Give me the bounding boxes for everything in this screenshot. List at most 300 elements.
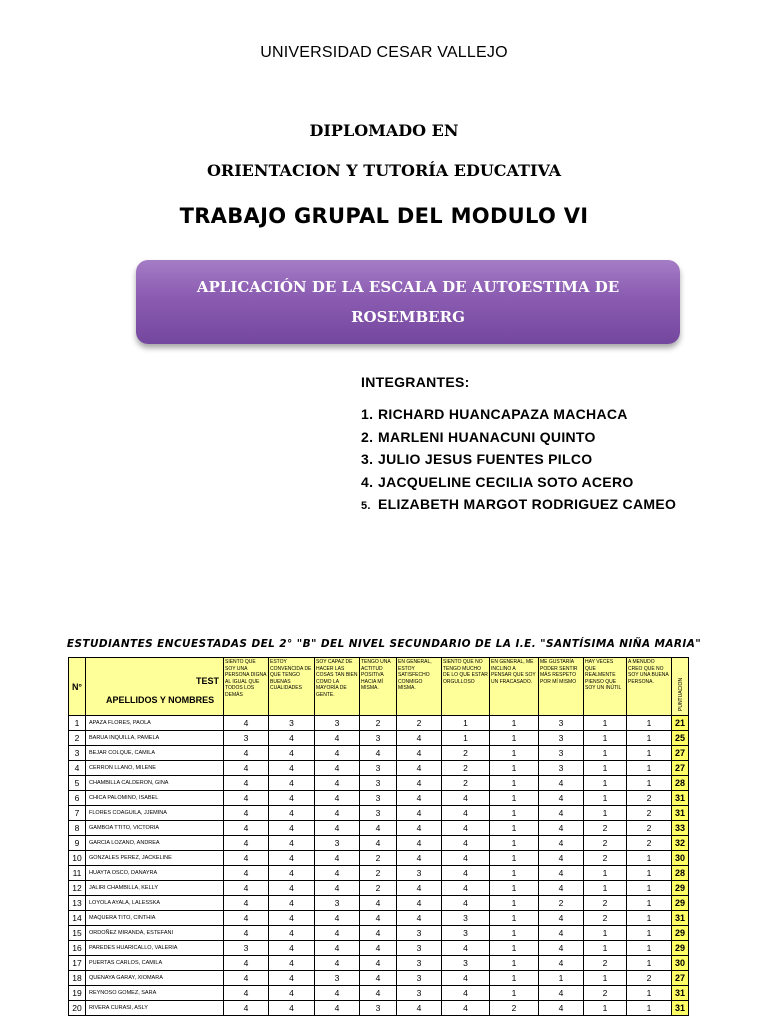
score-cell: 4 (397, 731, 442, 746)
student-name-cell: GONZALES PEREZ, JACKELINE (86, 851, 224, 866)
score-cell: 4 (315, 1001, 360, 1016)
score-cell: 1 (490, 716, 539, 731)
score-cell: 2 (584, 956, 627, 971)
score-cell: 3 (397, 971, 442, 986)
score-cell: 3 (360, 776, 397, 791)
score-cell: 1 (627, 866, 672, 881)
table-row (69, 971, 689, 986)
row-number-cell: 20 (69, 1001, 86, 1016)
score-cell: 4 (269, 776, 315, 791)
score-cell: 1 (627, 881, 672, 896)
score-cell: 4 (397, 1001, 442, 1016)
student-name-cell: CHAMBILLA CALDERON, GINA (86, 776, 224, 791)
score-cell: 4 (442, 821, 490, 836)
row-number-cell: 15 (69, 926, 86, 941)
student-name-cell: CERRON LLANO, MILENE (86, 761, 224, 776)
score-cell: 4 (315, 941, 360, 956)
score-cell: 4 (360, 746, 397, 761)
score-cell: 1 (442, 731, 490, 746)
student-name-cell: CHICA PALOMINO, ISABEL (86, 791, 224, 806)
row-number-cell: 19 (69, 986, 86, 1001)
score-cell: 4 (397, 836, 442, 851)
score-cell: 1 (539, 971, 584, 986)
score-cell: 1 (584, 941, 627, 956)
score-cell: 3 (360, 791, 397, 806)
table-row (69, 746, 689, 761)
score-cell: 1 (627, 926, 672, 941)
score-cell: 4 (539, 1001, 584, 1016)
score-cell: 4 (360, 821, 397, 836)
row-number-cell: 14 (69, 911, 86, 926)
score-cell: 4 (442, 941, 490, 956)
row-number-cell: 8 (69, 821, 86, 836)
score-cell: 4 (224, 776, 269, 791)
score-cell: 4 (397, 851, 442, 866)
score-cell: 4 (360, 956, 397, 971)
score-cell: 1 (490, 941, 539, 956)
score-cell: 4 (269, 806, 315, 821)
score-cell: 2 (397, 716, 442, 731)
row-number-cell: 12 (69, 881, 86, 896)
row-number-cell: 17 (69, 956, 86, 971)
score-cell: 4 (269, 791, 315, 806)
score-cell: 1 (584, 866, 627, 881)
score-cell: 4 (315, 956, 360, 971)
score-cell: 3 (224, 731, 269, 746)
row-number-cell: 3 (69, 746, 86, 761)
score-cell: 4 (539, 776, 584, 791)
total-cell: 27 (672, 761, 689, 776)
total-cell: 31 (672, 1001, 689, 1016)
score-cell: 4 (397, 746, 442, 761)
university-name: UNIVERSIDAD CESAR VALLEJO (260, 44, 508, 61)
score-cell: 1 (490, 761, 539, 776)
score-cell: 4 (397, 896, 442, 911)
score-cell: 4 (397, 806, 442, 821)
score-cell: 3 (397, 941, 442, 956)
question-header: ME GUSTARÍA PODER SENTIR MÁS RESPETO POR MÍ MISMO (539, 658, 584, 716)
score-cell: 4 (315, 806, 360, 821)
score-cell: 4 (315, 731, 360, 746)
student-name-cell: GARCIA LOZANO, ANDREA (86, 836, 224, 851)
score-cell: 4 (539, 911, 584, 926)
table-title: ESTUDIANTES ENCUESTADAS DEL 2° "B" DEL NIVEL SECUNDARIO DE LA I.E. "SANTÍSIMA NIÑA MARIA" (66, 638, 702, 650)
total-cell: 31 (672, 986, 689, 1001)
total-cell: 30 (672, 851, 689, 866)
member-item: 4. JACQUELINE CECILIA SOTO ACERO (361, 473, 634, 490)
score-cell: 4 (539, 806, 584, 821)
score-cell: 2 (442, 776, 490, 791)
score-cell: 1 (442, 716, 490, 731)
score-cell: 4 (315, 866, 360, 881)
row-number-cell: 18 (69, 971, 86, 986)
score-cell: 1 (627, 731, 672, 746)
score-cell: 3 (315, 716, 360, 731)
table-row (69, 731, 689, 746)
score-cell: 3 (539, 746, 584, 761)
question-header: SIENTO QUE NO TENGO MUCHO DE LO QUE ESTAR ORGULLOSO (442, 658, 490, 716)
score-cell: 1 (584, 746, 627, 761)
score-cell: 4 (224, 851, 269, 866)
score-cell: 4 (397, 881, 442, 896)
total-cell: 29 (672, 896, 689, 911)
score-cell: 1 (490, 746, 539, 761)
total-cell: 21 (672, 716, 689, 731)
score-cell: 1 (490, 986, 539, 1001)
question-header: TENGO UNA ACTITUD POSITIVA HACIA MÍ MISMA. (360, 658, 397, 716)
score-cell: 3 (269, 716, 315, 731)
score-cell: 1 (490, 911, 539, 926)
col-num-header: N° (69, 658, 86, 716)
member-item: 5. ELIZABETH MARGOT RODRIGUEZ CAMEO (361, 496, 677, 512)
row-number-cell: 9 (69, 836, 86, 851)
score-cell: 4 (224, 761, 269, 776)
score-cell: 1 (584, 1001, 627, 1016)
score-cell: 2 (584, 896, 627, 911)
score-cell: 1 (490, 971, 539, 986)
row-number-cell: 4 (69, 761, 86, 776)
score-cell: 4 (224, 806, 269, 821)
score-cell: 4 (539, 941, 584, 956)
score-cell: 2 (360, 716, 397, 731)
row-number-cell: 7 (69, 806, 86, 821)
student-name-cell: QUENAYA GARAY, XIOMARA (86, 971, 224, 986)
score-cell: 4 (269, 986, 315, 1001)
table-row (69, 986, 689, 1001)
score-cell: 4 (315, 821, 360, 836)
row-number-cell: 11 (69, 866, 86, 881)
score-cell: 4 (442, 1001, 490, 1016)
row-number-cell: 2 (69, 731, 86, 746)
score-cell: 4 (315, 851, 360, 866)
score-cell: 3 (224, 941, 269, 956)
row-number-cell: 1 (69, 716, 86, 731)
row-number-cell: 6 (69, 791, 86, 806)
score-cell: 1 (490, 836, 539, 851)
score-cell: 1 (490, 776, 539, 791)
score-cell: 4 (315, 791, 360, 806)
title-banner (136, 260, 680, 344)
table-row (69, 896, 689, 911)
score-cell: 1 (584, 926, 627, 941)
table-row (69, 791, 689, 806)
question-header: HAY VECES QUE REALMENTE PIENSO QUE SOY UN INÚTIL (584, 658, 627, 716)
score-cell: 4 (269, 941, 315, 956)
score-cell: 1 (490, 956, 539, 971)
score-cell: 1 (584, 776, 627, 791)
total-cell: 31 (672, 806, 689, 821)
score-cell: 2 (627, 836, 672, 851)
score-cell: 2 (584, 851, 627, 866)
score-cell: 4 (269, 881, 315, 896)
score-cell: 2 (360, 851, 397, 866)
score-cell: 4 (269, 746, 315, 761)
score-cell: 4 (397, 821, 442, 836)
score-cell: 4 (315, 986, 360, 1001)
score-cell: 4 (442, 806, 490, 821)
score-cell: 2 (627, 821, 672, 836)
score-cell: 4 (315, 746, 360, 761)
score-cell: 4 (539, 851, 584, 866)
score-cell: 1 (627, 911, 672, 926)
score-cell: 2 (442, 761, 490, 776)
question-header: A MENUDO CREO QUE NO SOY UNA BUENA PERSONA. (627, 658, 672, 716)
score-cell: 4 (539, 881, 584, 896)
score-cell: 4 (224, 791, 269, 806)
score-cell: 3 (360, 761, 397, 776)
score-cell: 1 (627, 746, 672, 761)
score-cell: 1 (490, 926, 539, 941)
score-cell: 3 (397, 926, 442, 941)
row-number-cell: 13 (69, 896, 86, 911)
score-cell: 2 (627, 791, 672, 806)
score-cell: 1 (490, 821, 539, 836)
score-cell: 1 (490, 851, 539, 866)
score-cell: 1 (627, 761, 672, 776)
score-cell: 4 (224, 926, 269, 941)
student-name-cell: GAMBOA TTITO, VICTORIA (86, 821, 224, 836)
student-name-cell: ORDOÑEZ MIRANDA, ESTEFANI (86, 926, 224, 941)
total-cell: 25 (672, 731, 689, 746)
scores-table (68, 657, 689, 1016)
table-row (69, 1001, 689, 1016)
table-row (69, 956, 689, 971)
student-name-cell: MAQUERA TITO, CINTHIA (86, 911, 224, 926)
integrantes-label: INTEGRANTES: (361, 374, 470, 390)
score-cell: 3 (360, 806, 397, 821)
score-cell: 1 (490, 791, 539, 806)
table-row (69, 851, 689, 866)
score-cell: 4 (224, 971, 269, 986)
test-label: TEST (195, 676, 219, 686)
score-cell: 4 (224, 1001, 269, 1016)
table-row (69, 716, 689, 731)
score-cell: 4 (442, 896, 490, 911)
score-cell: 4 (539, 956, 584, 971)
student-name-cell: FLORES COAGUILA, JJEMINA (86, 806, 224, 821)
diplomado-heading: DIPLOMADO EN (309, 121, 459, 140)
total-cell: 30 (672, 956, 689, 971)
score-cell: 4 (269, 731, 315, 746)
score-cell: 4 (269, 761, 315, 776)
score-cell: 4 (315, 776, 360, 791)
table-row (69, 911, 689, 926)
score-cell: 1 (584, 791, 627, 806)
total-cell: 28 (672, 776, 689, 791)
total-cell: 27 (672, 746, 689, 761)
col-total-header: PUNTUACION (672, 658, 689, 716)
score-cell: 4 (360, 896, 397, 911)
score-cell: 1 (627, 941, 672, 956)
score-cell: 4 (224, 866, 269, 881)
score-cell: 4 (442, 986, 490, 1001)
score-cell: 2 (627, 806, 672, 821)
score-cell: 1 (584, 716, 627, 731)
score-cell: 4 (269, 911, 315, 926)
score-cell: 4 (224, 821, 269, 836)
score-cell: 3 (397, 956, 442, 971)
score-cell: 4 (442, 791, 490, 806)
score-cell: 4 (315, 911, 360, 926)
score-cell: 2 (360, 881, 397, 896)
score-cell: 1 (627, 986, 672, 1001)
question-header: EN GENERAL, ESTOY SATISFECHO CONMIGO MISMA. (397, 658, 442, 716)
score-cell: 4 (315, 881, 360, 896)
score-cell: 1 (584, 761, 627, 776)
score-cell: 4 (360, 971, 397, 986)
score-cell: 2 (584, 911, 627, 926)
total-cell: 29 (672, 941, 689, 956)
total-cell: 31 (672, 791, 689, 806)
table-row (69, 821, 689, 836)
score-cell: 4 (269, 866, 315, 881)
score-cell: 2 (490, 1001, 539, 1016)
total-cell: 29 (672, 881, 689, 896)
score-cell: 4 (269, 926, 315, 941)
student-name-cell: APAZA FLORES, PAOLA (86, 716, 224, 731)
row-number-cell: 16 (69, 941, 86, 956)
score-cell: 1 (627, 956, 672, 971)
table-row (69, 941, 689, 956)
score-cell: 2 (539, 896, 584, 911)
score-cell: 4 (224, 896, 269, 911)
score-cell: 3 (360, 731, 397, 746)
table-row (69, 806, 689, 821)
score-cell: 2 (442, 746, 490, 761)
score-cell: 4 (315, 926, 360, 941)
total-cell: 28 (672, 866, 689, 881)
student-name-cell: RIVERA CURASI, ASLY (86, 1001, 224, 1016)
row-number-cell: 5 (69, 776, 86, 791)
members-list (361, 403, 676, 516)
score-cell: 2 (584, 836, 627, 851)
score-cell: 1 (490, 731, 539, 746)
score-cell: 3 (315, 971, 360, 986)
total-cell: 32 (672, 836, 689, 851)
score-cell: 4 (442, 866, 490, 881)
score-cell: 1 (627, 896, 672, 911)
total-cell: 27 (672, 971, 689, 986)
score-cell: 4 (442, 881, 490, 896)
score-cell: 4 (539, 836, 584, 851)
score-cell: 4 (224, 956, 269, 971)
names-label: APELLIDOS Y NOMBRES (106, 695, 215, 705)
question-header: EN GENERAL, ME INCLINO A PENSAR QUE SOY UN FRACASADO. (490, 658, 539, 716)
score-cell: 4 (269, 956, 315, 971)
score-cell: 4 (360, 836, 397, 851)
member-item: 2. MARLENI HUANACUNI QUINTO (361, 428, 596, 445)
score-cell: 4 (397, 791, 442, 806)
row-number-cell: 10 (69, 851, 86, 866)
score-cell: 1 (627, 716, 672, 731)
score-cell: 4 (269, 851, 315, 866)
score-cell: 1 (584, 881, 627, 896)
score-cell: 1 (627, 851, 672, 866)
work-title: TRABAJO GRUPAL DEL MODULO VI (179, 204, 589, 228)
score-cell: 1 (584, 971, 627, 986)
score-cell: 3 (539, 731, 584, 746)
question-header: SIENTO QUE SOY UNA PERSONA DIGNA AL IGUAL QUE TODOS LOS DEMÁS (224, 658, 269, 716)
score-cell: 1 (627, 776, 672, 791)
score-cell: 4 (360, 911, 397, 926)
student-name-cell: BARUA INQUILLA, PAMELA (86, 731, 224, 746)
student-name-cell: PUERTAS CARLOS, CAMILA (86, 956, 224, 971)
student-name-cell: PAREDES HUARICALLO, VALERIA (86, 941, 224, 956)
score-cell: 4 (360, 941, 397, 956)
score-cell: 4 (224, 986, 269, 1001)
score-cell: 1 (490, 881, 539, 896)
student-name-cell: BEJAR COLQUE, CAMILA (86, 746, 224, 761)
score-cell: 1 (490, 806, 539, 821)
score-cell: 4 (269, 971, 315, 986)
score-cell: 1 (584, 731, 627, 746)
score-cell: 2 (584, 986, 627, 1001)
score-cell: 4 (224, 746, 269, 761)
score-cell: 3 (315, 896, 360, 911)
score-cell: 4 (397, 776, 442, 791)
score-cell: 4 (224, 716, 269, 731)
score-cell: 4 (224, 911, 269, 926)
score-cell: 4 (360, 986, 397, 1001)
student-name-cell: REYNOSO GOMEZ, SARA (86, 986, 224, 1001)
table-row (69, 926, 689, 941)
score-cell: 1 (490, 866, 539, 881)
score-cell: 1 (584, 806, 627, 821)
score-cell: 3 (397, 986, 442, 1001)
score-cell: 4 (539, 791, 584, 806)
col-names-header (86, 658, 224, 716)
score-cell: 4 (269, 896, 315, 911)
score-cell: 1 (490, 896, 539, 911)
score-cell: 3 (360, 1001, 397, 1016)
score-cell: 4 (539, 986, 584, 1001)
student-name-cell: JALIRI CHAMBILLA, KELLY (86, 881, 224, 896)
member-item: 3. JULIO JESUS FUENTES PILCO (361, 451, 593, 467)
score-cell: 4 (315, 761, 360, 776)
table-row (69, 836, 689, 851)
score-cell: 3 (442, 926, 490, 941)
score-cell: 4 (539, 821, 584, 836)
score-cell: 3 (539, 761, 584, 776)
student-name-cell: LOYOLA AYALA, LALESSKA (86, 896, 224, 911)
score-cell: 4 (442, 851, 490, 866)
program-name: ORIENTACION Y TUTORÍA EDUCATIVA (206, 161, 562, 180)
total-cell: 31 (672, 911, 689, 926)
score-cell: 3 (442, 911, 490, 926)
score-cell: 2 (360, 866, 397, 881)
table-row (69, 866, 689, 881)
total-cell: 29 (672, 926, 689, 941)
score-cell: 3 (397, 866, 442, 881)
score-cell: 3 (442, 956, 490, 971)
score-cell: 2 (584, 821, 627, 836)
table-row (69, 881, 689, 896)
banner-title: APLICACIÓN DE LA ESCALA DE AUTOESTIMA DE ROSEMBERG (196, 278, 620, 326)
table-row (69, 761, 689, 776)
score-cell: 4 (442, 836, 490, 851)
score-cell: 4 (269, 836, 315, 851)
score-cell: 4 (397, 761, 442, 776)
score-cell: 4 (269, 821, 315, 836)
score-cell: 2 (627, 971, 672, 986)
score-cell: 1 (627, 1001, 672, 1016)
score-cell: 4 (539, 926, 584, 941)
question-header: ESTOY CONVENCIDA DE QUE TENGO BUENAS CUALIDADES (269, 658, 315, 716)
score-cell: 3 (315, 836, 360, 851)
score-cell: 4 (442, 971, 490, 986)
total-cell: 33 (672, 821, 689, 836)
question-header: SOY CAPAZ DE HACER LAS COSAS TAN BIEN COMO LA MAYORÍA DE GENTE. (315, 658, 360, 716)
